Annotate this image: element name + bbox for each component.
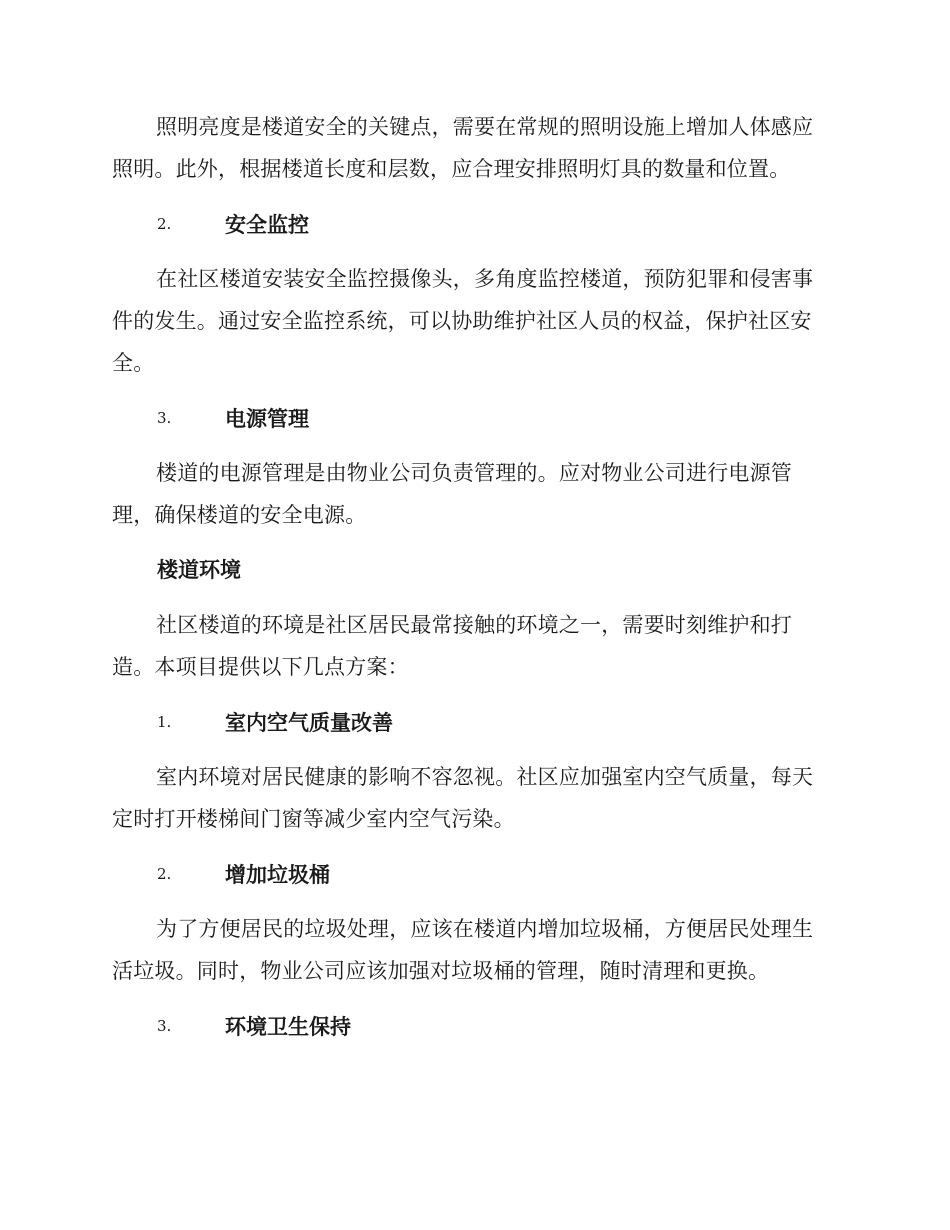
heading-text: 环境卫生保持 [225,1015,351,1039]
heading-indoor-air [157,706,393,738]
section-heading-corridor-environment: 楼道环境 [157,558,241,582]
heading-text: 室内空气质量改善 [225,711,393,735]
heading-number: 2. [157,865,172,883]
paragraph-trash-bins: 为了方便居民的垃圾处理，应该在楼道内增加垃圾桶，方便居民处理生活垃圾。同时，物业公司应该加强对垃圾桶的管理，随时清理和更换。 [112,917,814,983]
heading-text: 电源管理 [225,407,309,431]
paragraph-indoor-air: 室内环境对居民健康的影响不容忽视。社区应加强室内空气质量，每天定时打开楼梯间门窗等减少室内空气污染。 [112,765,814,831]
heading-security-monitoring [157,208,309,240]
heading-text: 安全监控 [225,213,309,237]
heading-number: 2. [157,215,172,233]
heading-hygiene [157,1010,351,1042]
heading-number: 1. [157,713,172,731]
paragraph-power: 楼道的电源管理是由物业公司负责管理的。应对物业公司进行电源管理，确保楼道的安全电源。 [112,461,792,527]
paragraph-security: 在社区楼道安装安全监控摄像头，多角度监控楼道，预防犯罪和侵害事件的发生。通过安全监控系统，可以协助维护社区人员的权益，保护社区安全。 [112,267,814,375]
heading-trash-bins [157,858,330,890]
heading-number: 3. [157,1017,172,1035]
heading-power-management [157,402,309,434]
heading-number: 3. [157,409,172,427]
heading-text: 增加垃圾桶 [225,863,330,887]
paragraph-lighting: 照明亮度是楼道安全的关键点，需要在常规的照明设施上增加人体感应照明。此外，根据楼道长度和层数，应合理安排照明灯具的数量和位置。 [112,115,814,181]
paragraph-environment-intro: 社区楼道的环境是社区居民最常接触的环境之一，需要时刻维护和打造。本项目提供以下几点方案： [112,613,792,679]
